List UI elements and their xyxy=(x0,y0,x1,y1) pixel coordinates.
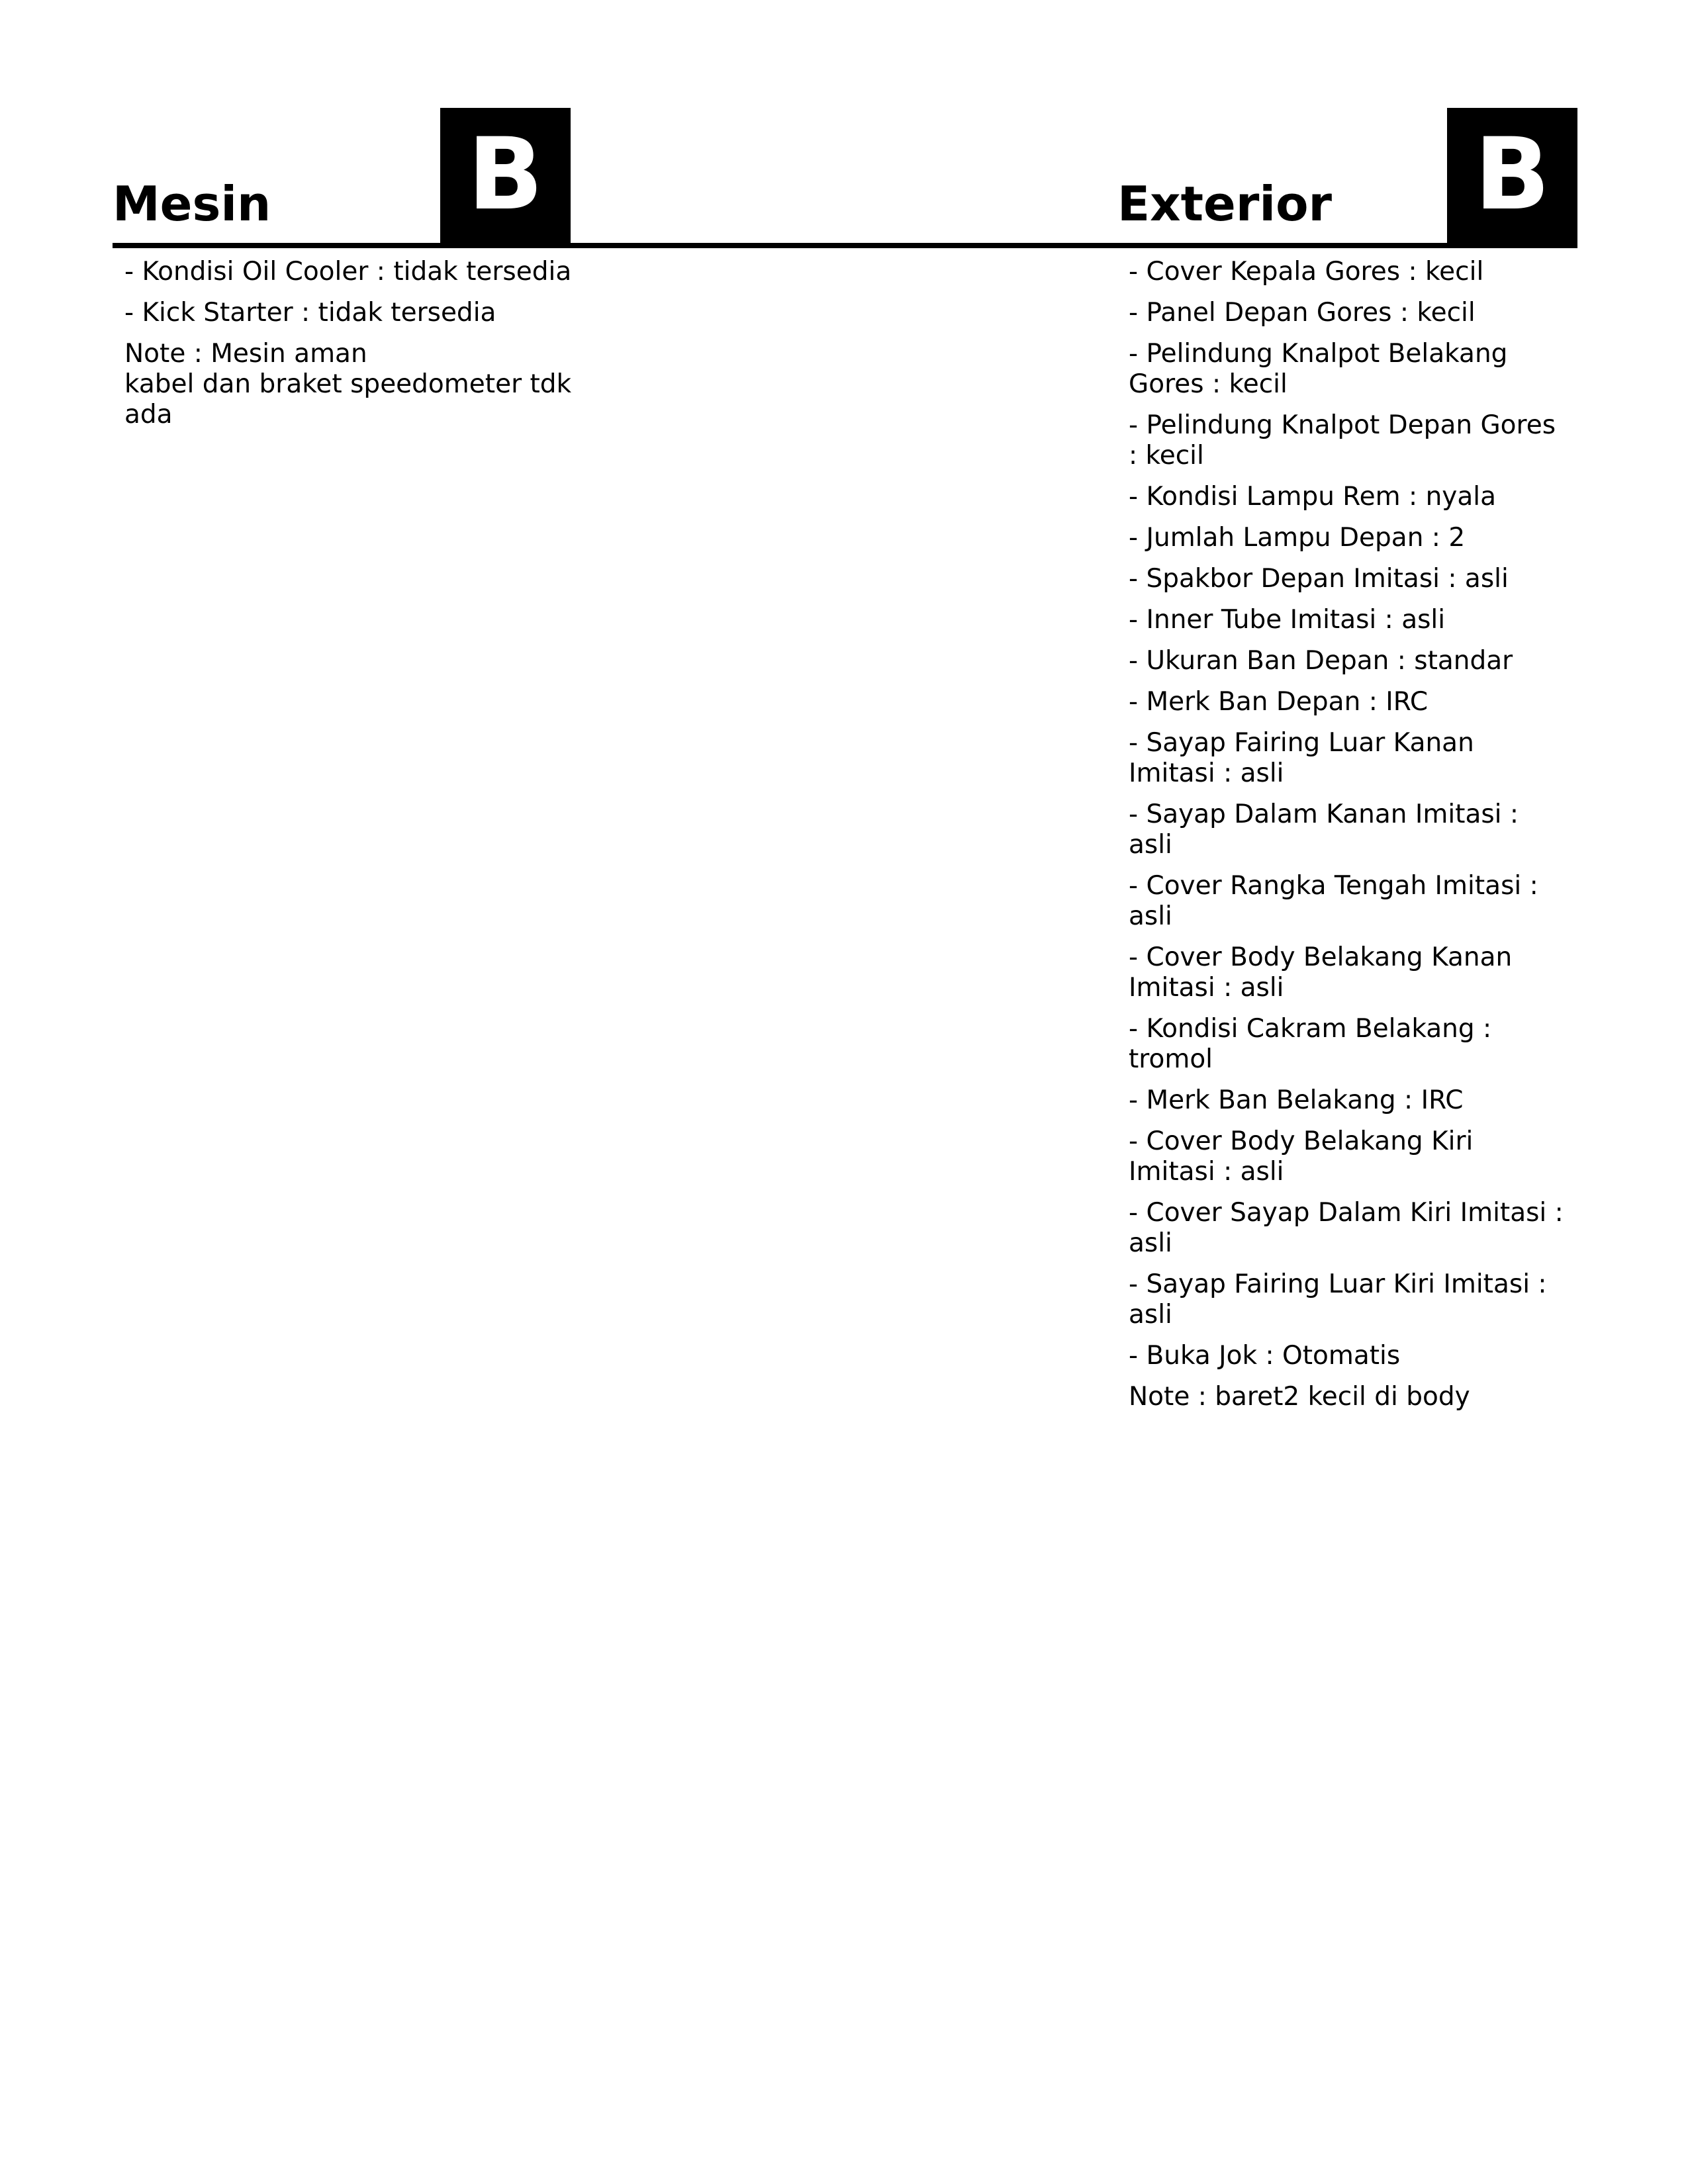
list-item: - Kondisi Cakram Belakang : tromol xyxy=(1129,1014,1492,1074)
list-item: - Cover Kepala Gores : kecil xyxy=(1129,257,1484,287)
list-item: - Buka Jok : Otomatis xyxy=(1129,1341,1401,1371)
list-item: - Cover Rangka Tengah Imitasi : asli xyxy=(1129,871,1538,931)
list-item: - Panel Depan Gores : kecil xyxy=(1129,298,1476,328)
list-item: - Sayap Dalam Kanan Imitasi : asli xyxy=(1129,799,1519,860)
list-item: - Kondisi Lampu Rem : nyala xyxy=(1129,482,1497,512)
list-item: - Spakbor Depan Imitasi : asli xyxy=(1129,564,1509,594)
list-item: - Cover Body Belakang Kiri Imitasi : asli xyxy=(1129,1126,1474,1187)
list-item: - Sayap Fairing Luar Kiri Imitasi : asli xyxy=(1129,1269,1547,1330)
item-list-exterior xyxy=(1129,257,1566,1423)
section-title-exterior: Exterior xyxy=(1117,176,1333,232)
list-item: - Merk Ban Belakang : IRC xyxy=(1129,1085,1464,1115)
grade-badge-exterior xyxy=(1447,108,1577,246)
list-item: - Cover Body Belakang Kanan Imitasi : asli xyxy=(1129,942,1513,1003)
list-item: - Pelindung Knalpot Belakang Gores : kecil xyxy=(1129,339,1508,399)
header-divider xyxy=(113,243,1577,248)
section-title-mesin: Mesin xyxy=(113,176,271,232)
list-item: - Pelindung Knalpot Depan Gores : kecil xyxy=(1129,410,1556,471)
list-item: - Inner Tube Imitasi : asli xyxy=(1129,605,1446,635)
note-mesin: Note : Mesin aman kabel dan braket speedometer tdk ada xyxy=(124,339,572,430)
grade-badge-mesin xyxy=(440,108,571,246)
grade-letter-exterior: B xyxy=(1474,117,1550,232)
list-item: - Kondisi Oil Cooler : tidak tersedia xyxy=(124,257,572,287)
list-item: - Cover Sayap Dalam Kiri Imitasi : asli xyxy=(1129,1198,1564,1258)
grade-letter-mesin: B xyxy=(467,117,543,232)
list-item: - Jumlah Lampu Depan : 2 xyxy=(1129,523,1466,553)
item-list-mesin xyxy=(124,257,575,441)
list-item: - Sayap Fairing Luar Kanan Imitasi : asli xyxy=(1129,728,1474,788)
list-item: - Merk Ban Depan : IRC xyxy=(1129,687,1429,717)
list-item: - Ukuran Ban Depan : standar xyxy=(1129,646,1513,676)
note-exterior: Note : baret2 kecil di body xyxy=(1129,1382,1470,1412)
list-item: - Kick Starter : tidak tersedia xyxy=(124,298,496,328)
